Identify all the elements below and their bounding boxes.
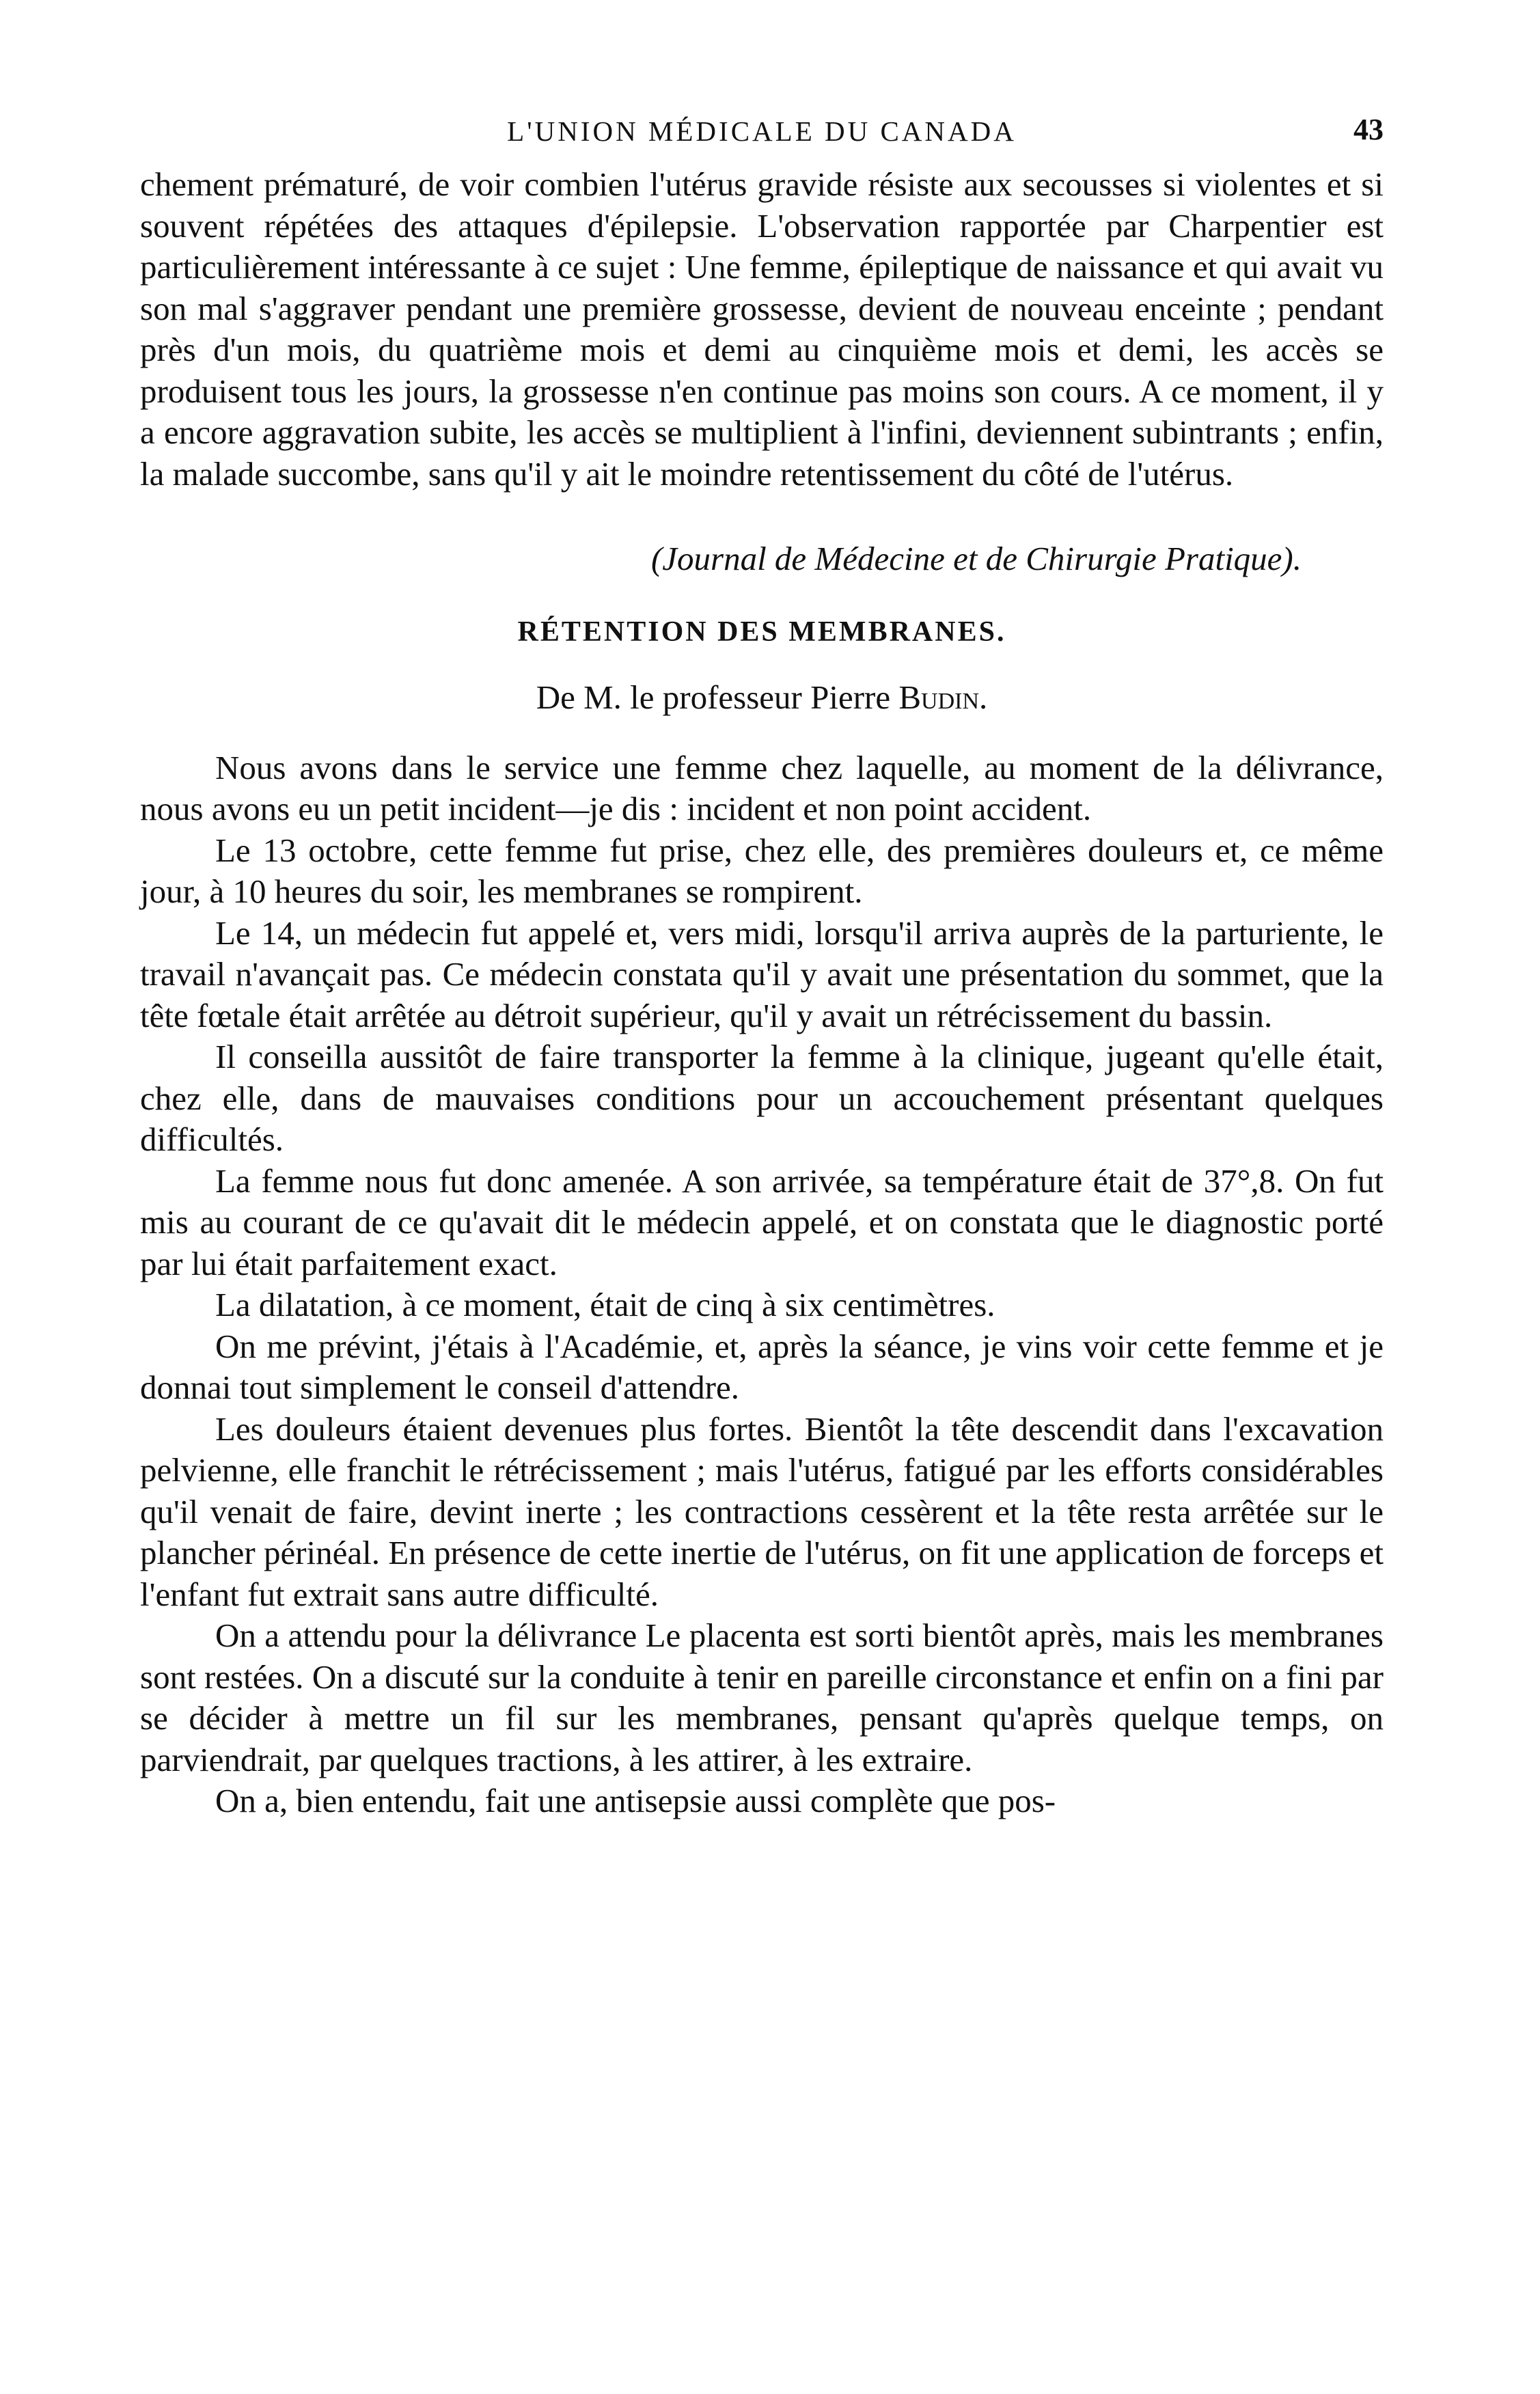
paragraph: On a attendu pour la délivrance Le placenta est sorti bientôt après, mais les membranes sont restées. On a discuté sur la conduite à tenir en pareille circonstance et enfin on a fini par se décider à mettre un fil sur les membranes, pensant qu'après quelque temps, on parviendrait, par quelques tractions, à les attirer, à les extraire.: [140, 1616, 1384, 1778]
source-citation: (Journal de Médecine et de Chirurgie Pratique).: [650, 540, 1302, 577]
byline: [140, 677, 1384, 719]
page-number: 43: [1353, 113, 1384, 146]
running-title: L'UNION MÉDICALE DU CANADA: [507, 115, 1017, 147]
paragraph: La dilatation, à ce moment, était de cinq à six centimètres.: [215, 1286, 995, 1323]
byline-prefix: De M. le professeur Pierre: [536, 678, 899, 716]
paragraph: Nous avons dans le service une femme chez laquelle, au moment de la délivrance, nous avons eu un petit incident—je dis : incident et non point accident.: [140, 748, 1384, 827]
paragraph: Il conseilla aussitôt de faire transporter la femme à la clinique, jugeant qu'elle était, chez elle, dans de mauvaises conditions pour un accouchement présentant quelques difficultés.: [140, 1038, 1384, 1158]
paragraph: Le 13 octobre, cette femme fut prise, chez elle, des premières douleurs et, ce même jour, à 10 heures du soir, les membranes se rompirent.: [140, 831, 1384, 910]
byline-author: Budin.: [898, 678, 988, 716]
section-title: RÉTENTION DES MEMBRANES.: [517, 616, 1006, 648]
paragraph: On a, bien entendu, fait une antisepsie aussi complète que pos-: [215, 1782, 1056, 1819]
paragraph: La femme nous fut donc amenée. A son arrivée, sa température était de 37°,8. On fut mis au courant de ce qu'avait dit le médecin appelé, et on constata que le diagnostic porté par lui était parfaitement exact.: [140, 1161, 1384, 1282]
document-page: [140, 102, 1384, 2357]
paragraph: Les douleurs étaient devenues plus fortes. Bientôt la tête descendit dans l'excavation pelvienne, elle franchit le rétrécissement ; mais l'utérus, fatigué par les efforts considérables qu'il venait de faire, devint inerte ; les contractions cessèrent et la tête resta arrêtée sur le plancher périnéal. En présence de cette inertie de l'utérus, on fit une application de forceps et l'enfant fut extrait sans autre difficulté.: [140, 1409, 1384, 1613]
paragraph: On me prévint, j'étais à l'Académie, et, après la séance, je vins voir cette femme et je donnai tout simplement le conseil d'attendre.: [140, 1327, 1384, 1406]
running-head: [140, 102, 1384, 164]
paragraph-continued: chement prématuré, de voir combien l'utérus gravide résiste aux secousses si violentes et si souvent répétées des attaques d'épilepsie. L'observation rapportée par Charpentier est particulièrement intéressante à ce sujet : Une femme, épileptique de naissance et qui avait vu son mal s'aggraver pendant une première grossesse, devient de nouveau enceinte ; pendant près d'un mois, du quatrième mois et demi au cinquième mois et demi, les accès se produisent tous les jours, la grossesse n'en continue pas moins son cours. A ce moment, il y a encore aggravation subite, les accès se multiplient à l'infini, deviennent subintrants ; enfin, la malade succombe, sans qu'il y ait le moindre retentissement du côté de l'utérus.: [140, 165, 1384, 493]
body-text: [140, 164, 1384, 1822]
paragraph: Le 14, un médecin fut appelé et, vers midi, lorsqu'il arriva auprès de la parturiente, le travail n'avançait pas. Ce médecin constata qu'il y avait une présentation du sommet, que la tête fœtale était arrêtée au détroit supérieur, qu'il y avait un rétrécissement du bassin.: [140, 913, 1384, 1034]
